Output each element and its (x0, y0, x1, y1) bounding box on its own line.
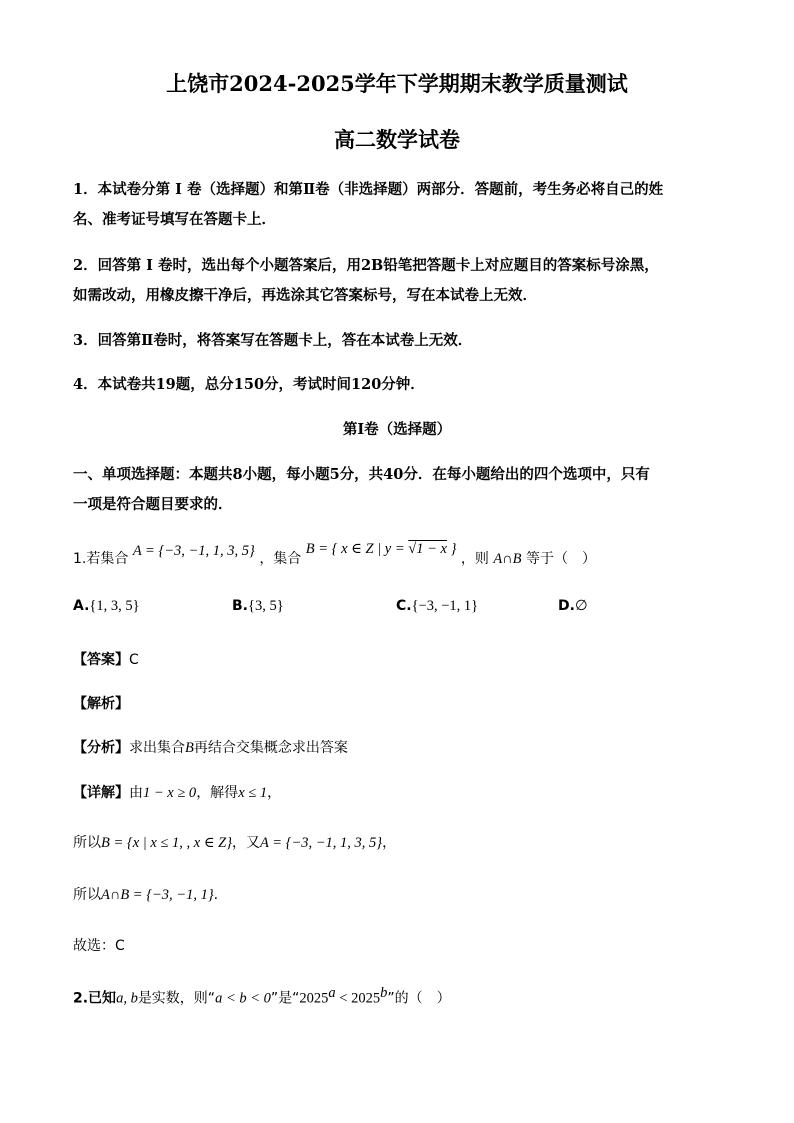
q1-option-d-value: ∅ (574, 598, 588, 614)
instruction-2-line2: 如需改动，用橡皮擦干净后，再选涂其它答案标号，写在本试卷上无效． (73, 287, 537, 304)
q1-fenxi-tag: 【分析】 (73, 740, 129, 756)
q1-final-answer: 故选：C (73, 938, 125, 954)
q2-mid2: ”是“ (270, 990, 300, 1007)
q1-set-b-sqrt: √1 − x (408, 541, 447, 557)
q1-line-b-pre: 所以 (73, 835, 101, 851)
q1-line-b-mid: ，又 (232, 835, 261, 851)
q1-detail-expr2: x ≤ 1 (238, 785, 268, 801)
q1-option-c-label: C. (396, 598, 412, 614)
exam-subtitle: 高二数学试卷 (334, 127, 460, 152)
instruction-1-line2: 名、准考证号填写在答题卡上． (73, 211, 276, 228)
q2-prefix: 2.已知 (73, 990, 117, 1007)
q1-tail-expr: A∩B (493, 551, 522, 567)
q1-line-b-post: ， (382, 835, 397, 851)
q2-ineq-base2: 2025 (351, 990, 381, 1007)
q1-fenxi (73, 737, 348, 757)
q1-detail-expr1: 1 − x ≥ 0 (143, 785, 197, 801)
q1-answer-tag: 【答案】 (73, 652, 129, 668)
question-1 (73, 541, 596, 568)
q1-line-b-expr2: A = {−3, −1, 1, 3, 5} (260, 835, 383, 851)
q1-option-b (232, 598, 284, 615)
q1-fenxi-post: 再结合交集概念求出答案 (193, 740, 348, 756)
q1-set-b-right: } (446, 541, 457, 557)
q1-answer (73, 649, 139, 669)
q1-mid: ，集合 (259, 551, 302, 567)
q1-set-b (306, 541, 457, 557)
q1-line-c-pre: 所以 (73, 887, 101, 903)
q1-line-b (73, 832, 396, 852)
q2-tail: ”的（ ） (387, 990, 451, 1007)
q2-mid1: 是实数，则“ (137, 990, 216, 1007)
q1-prefix: 1.若集合 (73, 551, 129, 567)
question-2 (73, 985, 451, 1008)
q2-ineq-base1: 2025 (299, 990, 329, 1007)
q1-line-c (73, 884, 218, 904)
q1-detail-pre: 由 (129, 785, 143, 801)
q1-fenxi-var: B (185, 740, 194, 756)
q1-set-a: A = {−3, −1, 1, 3, 5} (132, 543, 255, 559)
q1-analysis-tag: 【解析】 (73, 696, 129, 712)
q2-condition: a < b < 0 (215, 990, 271, 1007)
instruction-2-line1: 2．回答第 I 卷时，选出每个小题答案后，用2B铅笔把答题卡上对应题目的答案标号涂黑， (73, 257, 659, 274)
instruction-3: 3．回答第Ⅱ卷时，将答案写在答题卡上，答在本试卷上无效． (73, 332, 473, 349)
part1-heading-line2: 一项是符合题目要求的． (73, 496, 233, 513)
q1-fenxi-pre: 求出集合 (129, 740, 185, 756)
q1-detail-mid: ，解得 (196, 785, 239, 801)
section-title: 第I卷（选择题） (342, 421, 452, 438)
part1-heading-line1: 一、单项选择题：本题共8小题，每小题5分，共40分．在每小题给出的四个选项中，只有 (73, 466, 650, 483)
q1-option-a-label: A. (73, 598, 90, 614)
q1-option-c (396, 598, 478, 615)
q1-option-b-label: B. (232, 598, 248, 614)
q2-ineq-op: < (335, 990, 352, 1007)
q1-option-d (558, 598, 588, 615)
q1-tail-pre: ，则 (460, 551, 489, 567)
q1-line-c-post: . (213, 887, 219, 903)
q1-detail-post: ， (267, 785, 282, 801)
q1-set-b-left: B = { x ∈ Z | y = (305, 541, 409, 557)
q1-tail-post: 等于（ ） (525, 551, 596, 567)
q1-line-b-expr: B = {x | x ≤ 1, , x ∈ Z} (101, 835, 233, 851)
q1-line-c-expr: A∩B = {−3, −1, 1} (101, 887, 214, 903)
q1-answer-value: C (129, 652, 139, 668)
q1-option-d-label: D. (558, 598, 575, 614)
instruction-4: 4．本试卷共19题，总分150分，考试时间120分钟． (73, 376, 425, 393)
q1-detail-tag: 【详解】 (73, 785, 129, 801)
q1-option-b-value: {3, 5} (248, 598, 284, 614)
q2-ineq-exp2: b (380, 985, 388, 1001)
q1-detail (73, 782, 281, 802)
q1-option-a (73, 598, 140, 615)
q1-option-a-value: {1, 3, 5} (89, 598, 140, 614)
q2-ineq-exp1: a (328, 985, 336, 1001)
q1-option-c-value: {−3, −1, 1} (411, 598, 479, 614)
exam-title: 上饶市2024-2025学年下学期期末教学质量测试 (166, 71, 628, 96)
q2-vars: a, b (116, 990, 138, 1007)
instruction-1-line1: 1．本试卷分第 I 卷（选择题）和第Ⅱ卷（非选择题）两部分．答题前，考生务必将自己的姓 (73, 181, 664, 198)
